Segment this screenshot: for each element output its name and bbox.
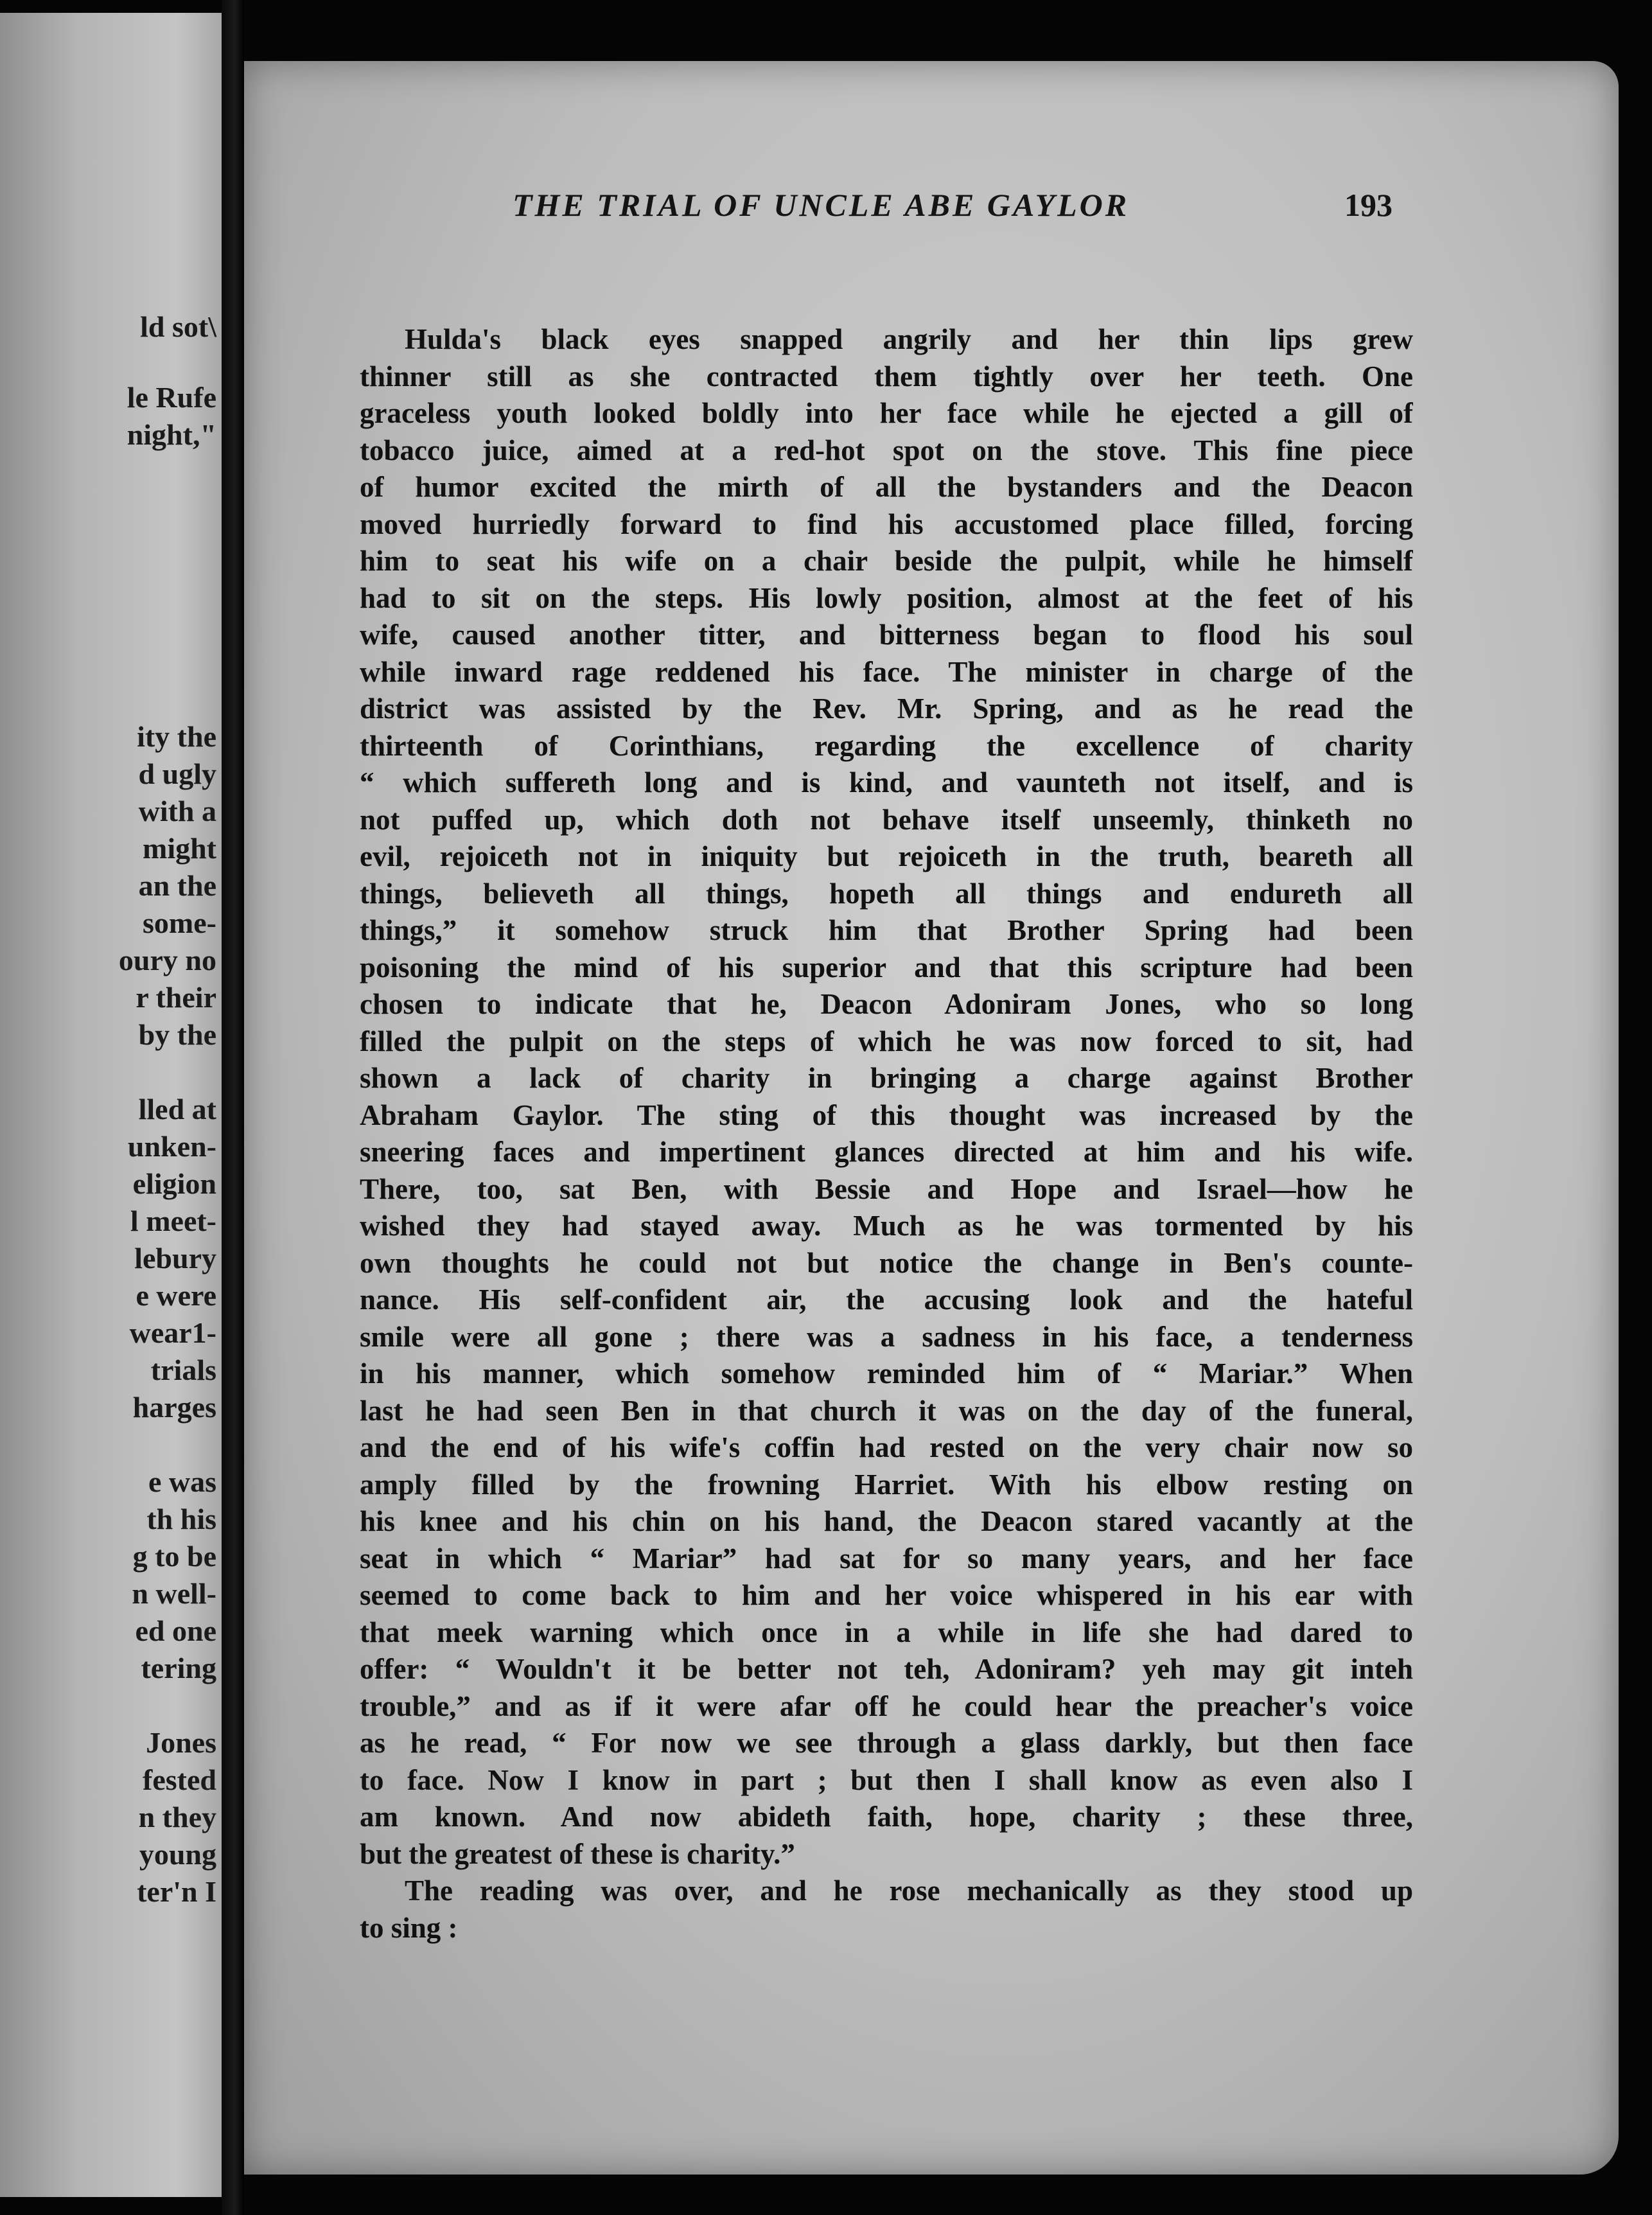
facing-page-line: n well- — [132, 1577, 216, 1610]
text-line: Abraham Gaylor. The sting of this thought was increased by the — [360, 1099, 1413, 1131]
text-line: seat in which “ Mariar” had sat for so many years, and her face — [360, 1542, 1413, 1575]
facing-page-line: tering — [141, 1652, 216, 1684]
text-line: wished they had stayed away. Much as he was tormented by his — [360, 1210, 1413, 1242]
facing-page-line: Jones — [146, 1726, 216, 1759]
facing-page-line: th his — [146, 1503, 216, 1535]
text-line: wife, caused another titter, and bitterness began to flood his soul — [360, 619, 1413, 651]
running-title: THE TRIAL OF UNCLE ABE GAYLOR — [513, 187, 1130, 223]
text-line: that meek warning which once in a while in life she had dared to — [360, 1616, 1413, 1648]
paragraph — [360, 321, 1413, 1873]
facing-page-line: eligion — [132, 1167, 216, 1200]
text-line: to face. Now I know in part ; but then I shall know as even also I — [360, 1763, 1413, 1796]
text-line: thinner still as she contracted them tightly over her teeth. One — [360, 360, 1413, 393]
facing-page-line: an the — [138, 869, 216, 902]
page-number: 193 — [1344, 187, 1393, 223]
text-line: amply filled by the frowning Harriet. With his elbow resting on — [360, 1468, 1413, 1501]
text-line: and the end of his wife's coffin had rested on the very chair now so — [360, 1431, 1413, 1463]
facing-page-line: lled at — [138, 1093, 216, 1125]
text-line: The reading was over, and he rose mechanically as they stood up — [405, 1875, 1413, 1907]
text-line: shown a lack of charity in bringing a charge against Brother — [360, 1062, 1413, 1094]
text-line: There, too, sat Ben, with Bessie and Hope and Israel—how he — [360, 1172, 1413, 1205]
facing-page-line: ld sot\ — [140, 310, 216, 343]
facing-page-line: g to be — [132, 1540, 216, 1573]
text-line: smile were all gone ; there was a sadness in his face, a tenderness — [360, 1320, 1413, 1353]
text-line: not puffed up, which doth not behave itself unseemly, thinketh no — [360, 803, 1413, 836]
text-line: moved hurriedly forward to find his accustomed place filled, forcing — [360, 507, 1413, 540]
text-line: him to seat his wife on a chair beside the pulpit, while he himself — [360, 545, 1413, 577]
text-line: evil, rejoiceth not in iniquity but rejoiceth in the truth, beareth all — [360, 840, 1413, 872]
facing-page-line: lebury — [134, 1242, 216, 1275]
paragraph — [360, 1873, 1413, 1946]
text-line: poisoning the mind of his superior and that this scripture had been — [360, 951, 1413, 984]
facing-page-line: harges — [132, 1391, 216, 1424]
text-line: graceless youth looked boldly into her face while he ejected a gill of — [360, 397, 1413, 429]
text-line: had to sit on the steps. His lowly position, almost at the feet of his — [360, 581, 1413, 614]
facing-page-line: l meet- — [130, 1205, 216, 1237]
facing-page-line: wear1- — [129, 1316, 216, 1349]
running-head — [275, 186, 1393, 231]
text-line: chosen to indicate that he, Deacon Adoniram Jones, who so long — [360, 988, 1413, 1020]
facing-page-line: some- — [143, 906, 216, 939]
facing-page-line: with a — [138, 795, 216, 827]
facing-page-line: r their — [136, 981, 216, 1014]
facing-page-line: trials — [150, 1354, 216, 1386]
text-line: in his manner, which somehow reminded him of “ Mariar.” When — [360, 1357, 1413, 1390]
text-line: filled the pulpit on the steps of which he was now forced to sit, had — [360, 1025, 1413, 1057]
text-line: district was assisted by the Rev. Mr. Spring, and as he read the — [360, 693, 1413, 725]
text-line: trouble,” and as if it were afar off he could hear the preacher's voice — [360, 1690, 1413, 1722]
facing-page-line: e was — [148, 1465, 216, 1498]
text-line: things, believeth all things, hopeth all things and endureth all — [360, 877, 1413, 910]
book-gutter — [222, 0, 244, 2215]
text-line: thirteenth of Corinthians, regarding the excellence of charity — [360, 729, 1413, 762]
text-line: sneering faces and impertinent glances directed at him and his wife. — [360, 1136, 1413, 1168]
facing-page-line: ter'n I — [137, 1875, 216, 1908]
text-line: last he had seen Ben in that church it was on the day of the funeral, — [360, 1394, 1413, 1427]
facing-page-line: d ugly — [138, 757, 216, 790]
facing-page-line: unken- — [127, 1130, 216, 1163]
facing-page-line: e were — [136, 1279, 216, 1312]
text-line: as he read, “ For now we see through a glass darkly, but then face — [360, 1727, 1413, 1759]
facing-page-line: oury no — [118, 944, 216, 976]
facing-page-line: by the — [138, 1018, 216, 1051]
facing-page-line: ity the — [137, 720, 216, 753]
facing-page-line: ed one — [135, 1614, 216, 1647]
facing-page-line: young — [139, 1838, 216, 1871]
text-line: tobacco juice, aimed at a red-hot spot on the stove. This fine piece — [360, 434, 1413, 466]
text-line: nance. His self-confident air, the accusing look and the hateful — [360, 1284, 1413, 1316]
facing-page-fragment — [0, 13, 222, 2197]
facing-page-line: might — [143, 832, 216, 865]
facing-page-line: n they — [138, 1801, 216, 1833]
text-line: Hulda's black eyes snapped angrily and her thin lips grew — [405, 323, 1413, 355]
text-line: offer: “ Wouldn't it be better not teh, Adoniram? yeh may git inteh — [360, 1653, 1413, 1685]
text-line: seemed to come back to him and her voice whispered in his ear with — [360, 1579, 1413, 1611]
text-line: own thoughts he could not but notice the change in Ben's counte- — [360, 1246, 1413, 1279]
facing-page-line: night," — [127, 418, 216, 451]
text-line: while inward rage reddened his face. The minister in charge of the — [360, 655, 1413, 688]
text-line: of humor excited the mirth of all the bystanders and the Deacon — [360, 471, 1413, 503]
text-line: his knee and his chin on his hand, the Deacon stared vacantly at the — [360, 1505, 1413, 1537]
body-text — [360, 321, 1413, 1946]
text-line: am known. And now abideth faith, hope, charity ; these three, — [360, 1801, 1413, 1833]
facing-page-line: le Rufe — [127, 381, 216, 414]
text-line: to sing : — [360, 1911, 458, 1944]
facing-page-line: fested — [143, 1763, 216, 1796]
text-line: but the greatest of these is charity.” — [360, 1837, 795, 1870]
text-line: “ which suffereth long and is kind, and vaunteth not itself, and is — [360, 766, 1413, 799]
text-line: things,” it somehow struck him that Brother Spring had been — [360, 914, 1413, 946]
